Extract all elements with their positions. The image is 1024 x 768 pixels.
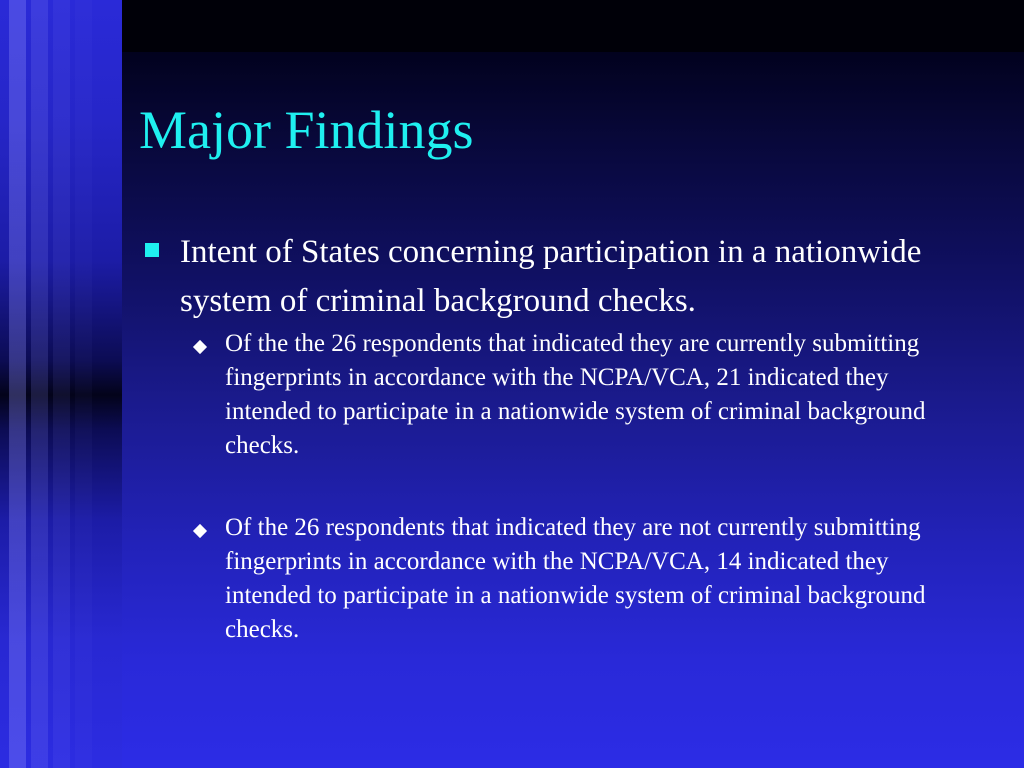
diamond-bullet-icon [193, 524, 207, 538]
sub-bullet-text: Of the 26 respondents that indicated they are not currently submitting fingerprints in accordance with the NCPA/VCA, 14 indicated they intended to participate in a nationwide system of criminal background checks. [225, 514, 926, 643]
decorative-squares-column [53, 0, 70, 768]
left-decorative-strip [0, 0, 122, 768]
decorative-squares-column [9, 0, 26, 768]
top-dark-band [122, 0, 1024, 52]
square-bullet-icon [145, 243, 159, 257]
bullet-text: Intent of States concerning participation in a nationwide system of criminal background checks. [180, 234, 922, 319]
diamond-bullet-icon [193, 340, 207, 354]
sub-bullet-text: Of the the 26 respondents that indicated they are currently submitting fingerprints in accordance with the NCPA/VCA, 21 indicated they intended to participate in a nationwide system of criminal background checks. [225, 330, 926, 459]
decorative-squares-column [75, 0, 92, 768]
decorative-squares-column [31, 0, 48, 768]
slide-title: Major Findings [139, 100, 474, 160]
